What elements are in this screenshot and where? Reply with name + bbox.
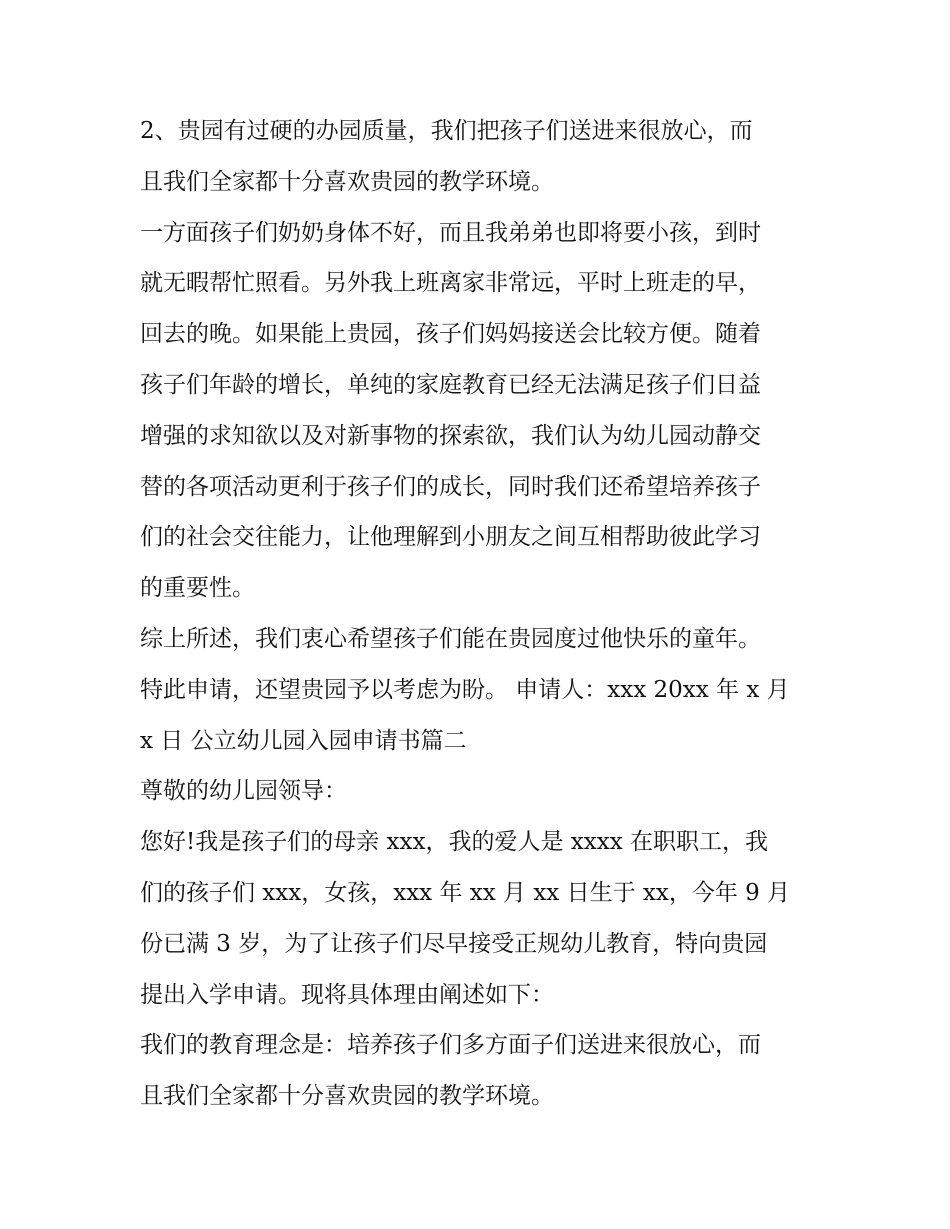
text-line: 特此申请，还望贵园予以考虑为盼。 申请人：xxx 20xx 年 x 月 — [140, 676, 790, 703]
text-line: 且我们全家都十分喜欢贵园的教学环境。 — [140, 168, 554, 195]
text-line: 2、贵园有过硬的办园质量，我们把孩子们送进来很放心，而 — [140, 118, 753, 144]
text-line: 尊敬的幼儿园领导： — [140, 778, 347, 805]
text-line: 提出入学申请。现将具体理由阐述如下： — [140, 981, 554, 1008]
text-line: 们的社会交往能力，让他理解到小朋友之间互相帮助彼此学习 — [140, 524, 761, 551]
text-line: 您好!我是孩子们的母亲 xxx，我的爱人是 xxxx 在职职工，我 — [140, 829, 768, 856]
text-line: 我们的教育理念是：培养孩子们多方面子们送进来很放心，而 — [140, 1032, 761, 1059]
text-line: 份已满 3 岁，为了让孩子们尽早接受正规幼儿教育，特向贵园 — [140, 930, 768, 957]
text-line: 增强的求知欲以及对新事物的探索欲，我们认为幼儿园动静交 — [140, 422, 761, 449]
text-line: 孩子们年龄的增长，单纯的家庭教育已经无法满足孩子们日益 — [140, 371, 761, 398]
text-line: 的重要性。 — [140, 575, 255, 602]
text-line: 一方面孩子们奶奶身体不好，而且我弟弟也即将要小孩，到时 — [140, 219, 761, 246]
text-line: x 日 公立幼儿园入园申请书篇二 — [140, 727, 467, 754]
text-line: 回去的晚。如果能上贵园，孩子们妈妈接送会比较方便。随着 — [140, 321, 761, 348]
text-line: 就无暇帮忙照看。另外我上班离家非常远，平时上班走的早， — [140, 270, 761, 297]
text-line: 综上所述，我们衷心希望孩子们能在贵园度过他快乐的童年。 — [140, 625, 761, 652]
text-line: 替的各项活动更利于孩子们的成长，同时我们还希望培养孩子 — [140, 473, 761, 500]
text-line: 们的孩子们 xxx，女孩，xxx 年 xx 月 xx 日生于 xx，今年 9 月 — [140, 879, 791, 906]
text-line: 且我们全家都十分喜欢贵园的教学环境。 — [140, 1083, 554, 1110]
document-body — [140, 106, 820, 1122]
